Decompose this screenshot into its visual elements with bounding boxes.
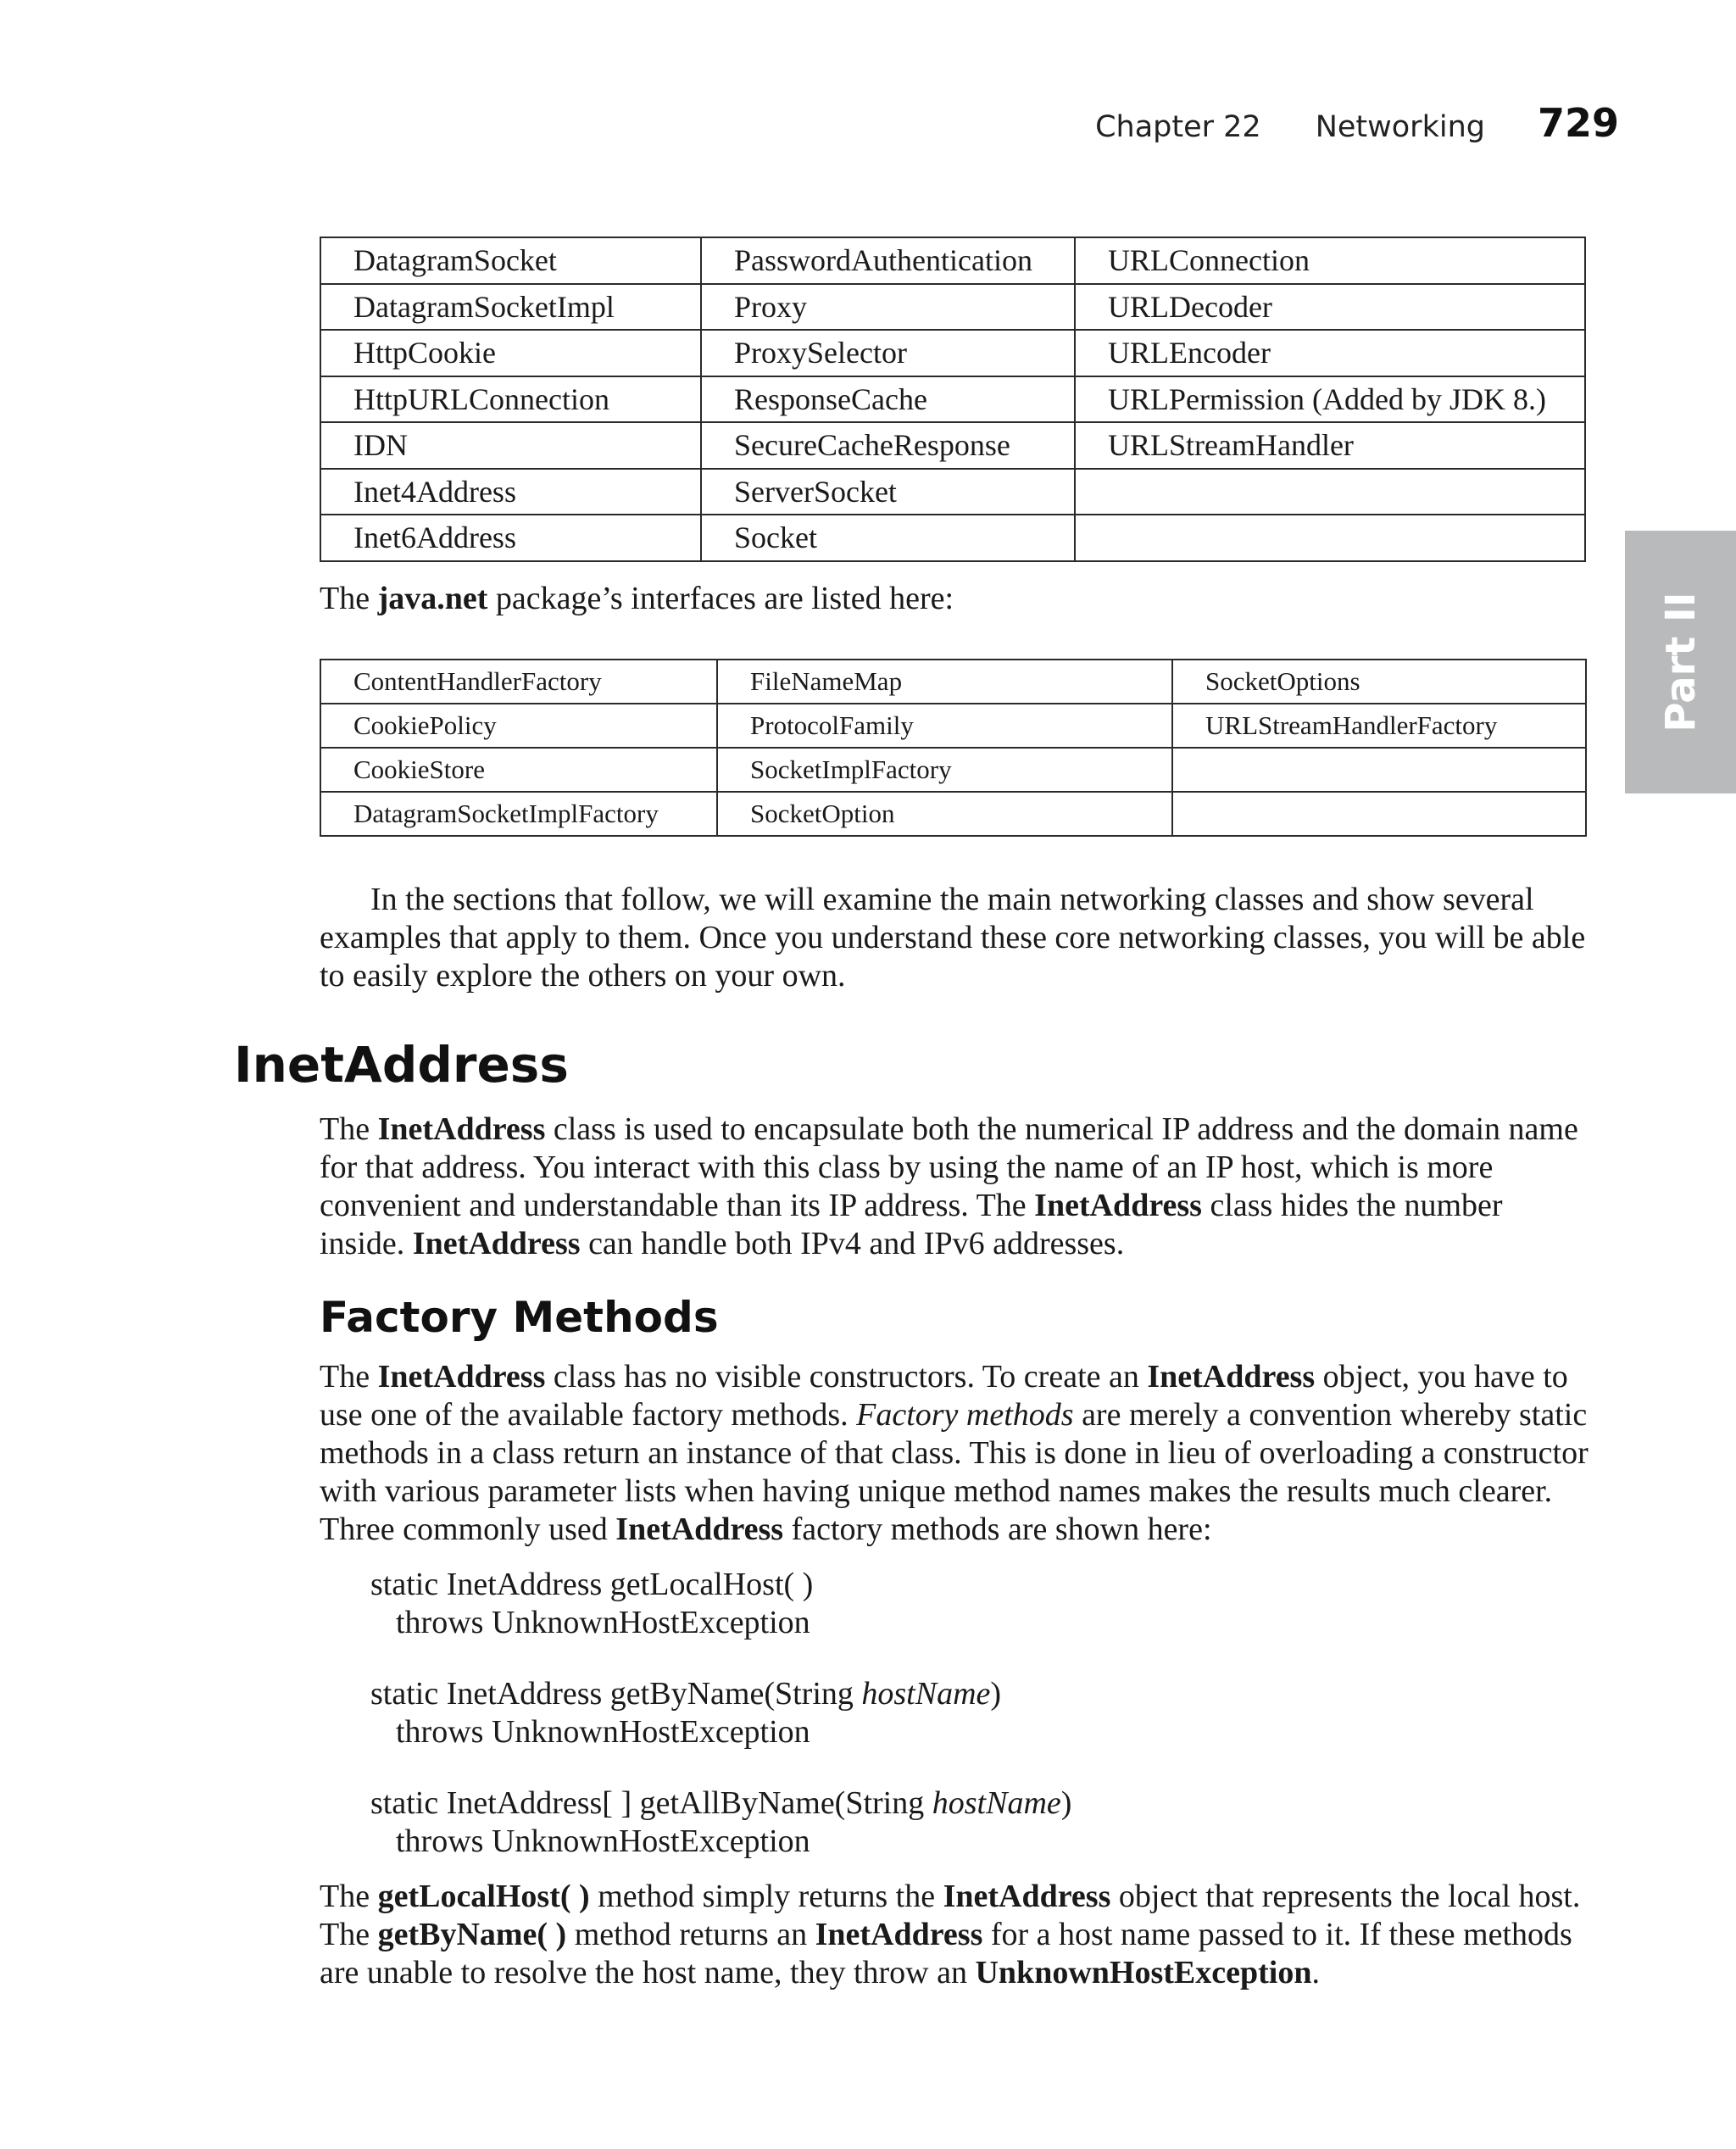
code-signature	[370, 1566, 813, 1642]
class-name: InetAddress	[377, 1359, 546, 1395]
text-run: The	[320, 1359, 378, 1395]
table-row	[320, 792, 1586, 836]
code-text: static InetAddress[ ] getAllByName(String	[370, 1785, 932, 1821]
methods-paragraph	[320, 1878, 1591, 1992]
text-run: for a host name passed to it. If these methods are unable to resolve the host name, they throw an	[320, 1917, 1572, 1990]
table-row	[320, 376, 1585, 423]
table-cell	[1075, 515, 1585, 561]
part-tab	[1625, 531, 1736, 793]
code-param: hostName	[861, 1676, 991, 1712]
table-cell: URLDecoder	[1075, 284, 1585, 331]
code-text: )	[990, 1676, 1002, 1712]
code-text: static InetAddress getLocalHost( )	[370, 1567, 814, 1602]
class-name: InetAddress	[1147, 1359, 1316, 1395]
text-run: object, you have to use one of the available factory methods.	[320, 1359, 1568, 1433]
table-cell	[1172, 748, 1586, 792]
section-heading-inetaddress: InetAddress	[234, 1036, 569, 1094]
table-row	[320, 284, 1585, 331]
table-cell: ContentHandlerFactory	[320, 660, 717, 704]
code-text: )	[1060, 1785, 1072, 1821]
table-row	[320, 330, 1585, 376]
table-cell: IDN	[320, 422, 701, 469]
exception-name: UnknownHostException	[975, 1955, 1312, 1990]
text-run: class has no visible constructors. To create an	[545, 1359, 1148, 1395]
text-run: The	[320, 1879, 378, 1914]
table-row	[320, 660, 1586, 704]
table-cell: ResponseCache	[701, 376, 1075, 423]
table-cell: SecureCacheResponse	[701, 422, 1075, 469]
table-cell: URLPermission (Added by JDK 8.)	[1075, 376, 1585, 423]
interfaces-table	[320, 659, 1587, 837]
code-line	[370, 1675, 1001, 1713]
class-name: InetAddress	[943, 1879, 1111, 1914]
method-name: getLocalHost( )	[377, 1879, 590, 1914]
table-cell: SocketOptions	[1172, 660, 1586, 704]
text-run: can handle both IPv4 and IPv6 addresses.	[580, 1226, 1125, 1261]
table-cell: Inet6Address	[320, 515, 701, 561]
table-cell: CookieStore	[320, 748, 717, 792]
table-cell: URLStreamHandler	[1075, 422, 1585, 469]
table-row	[320, 422, 1585, 469]
class-name: InetAddress	[615, 1512, 784, 1547]
part-tab-label: Part II	[1656, 592, 1705, 732]
term: Factory methods	[856, 1397, 1074, 1433]
table-cell	[1172, 792, 1586, 836]
code-line: throws UnknownHostException	[396, 1714, 810, 1750]
table-cell: CookiePolicy	[320, 704, 717, 748]
code-signature	[370, 1784, 1071, 1861]
text-run: method simply returns the	[589, 1879, 943, 1914]
table-cell: ServerSocket	[701, 469, 1075, 515]
class-name: InetAddress	[412, 1226, 581, 1261]
page-number: 729	[1537, 100, 1619, 146]
text-run: object that represents the local host. The	[320, 1879, 1581, 1952]
table-cell: DatagramSocket	[320, 237, 701, 284]
class-name: InetAddress	[377, 1111, 546, 1147]
text-run: .	[1311, 1955, 1320, 1990]
table-cell: ProxySelector	[701, 330, 1075, 376]
text-run: The	[320, 1111, 378, 1147]
code-line	[370, 1784, 1071, 1823]
table-cell: ProtocolFamily	[717, 704, 1172, 748]
text-run: are merely a convention whereby static methods in a class return an instance of that class. This is done in lieu of overloading a constructor with various parameter lists when having unique method names makes the results much clearer. Three commonly used	[320, 1397, 1589, 1547]
code-param: hostName	[932, 1785, 1061, 1821]
table-row	[320, 237, 1585, 284]
table-cell: HttpURLConnection	[320, 376, 701, 423]
package-name: java.net	[377, 581, 488, 616]
code-line: throws UnknownHostException	[396, 1605, 810, 1640]
table-cell: Socket	[701, 515, 1075, 561]
table-cell: SocketImplFactory	[717, 748, 1172, 792]
table-cell: URLEncoder	[1075, 330, 1585, 376]
factory-paragraph	[320, 1358, 1591, 1549]
text-run: package’s interfaces are listed here:	[487, 581, 954, 616]
table-cell	[1075, 469, 1585, 515]
code-signature	[370, 1675, 1001, 1751]
text-run: method returns an	[566, 1917, 815, 1952]
table-row	[320, 515, 1585, 561]
text-run: factory methods are shown here:	[783, 1512, 1212, 1547]
code-line	[370, 1566, 813, 1604]
table-row	[320, 469, 1585, 515]
table-cell: PasswordAuthentication	[701, 237, 1075, 284]
intro-paragraph: In the sections that follow, we will examine the main networking classes and show several examples that apply to them. Once you understand these core networking classes, you will be able to easily explore the others on your own.	[320, 882, 1586, 994]
subsection-heading-factory-methods: Factory Methods	[320, 1293, 719, 1342]
running-header	[1095, 100, 1619, 151]
class-name: InetAddress	[1034, 1188, 1202, 1223]
table-cell: DatagramSocketImpl	[320, 284, 701, 331]
table-cell: FileNameMap	[717, 660, 1172, 704]
code-line: throws UnknownHostException	[396, 1823, 810, 1859]
class-name: InetAddress	[815, 1917, 983, 1952]
table-row	[320, 704, 1586, 748]
text-run: class hides the number inside.	[320, 1188, 1503, 1261]
table-row	[320, 748, 1586, 792]
table-cell: Inet4Address	[320, 469, 701, 515]
code-text: static InetAddress getByName(String	[370, 1676, 862, 1712]
table-cell: HttpCookie	[320, 330, 701, 376]
table-cell: Proxy	[701, 284, 1075, 331]
table-cell: URLStreamHandlerFactory	[1172, 704, 1586, 748]
section-label: Networking	[1315, 110, 1485, 144]
interfaces-intro	[320, 580, 1591, 618]
inetaddress-paragraph	[320, 1111, 1591, 1263]
table-cell: DatagramSocketImplFactory	[320, 792, 717, 836]
text-run: The	[320, 581, 378, 616]
table-cell: SocketOption	[717, 792, 1172, 836]
chapter-label: Chapter 22	[1095, 110, 1261, 144]
table-cell: URLConnection	[1075, 237, 1585, 284]
method-name: getByName( )	[377, 1917, 567, 1952]
text-run: class is used to encapsulate both the numerical IP address and the domain name for that address. You interact with this class by using the name of an IP host, which is more convenient and understandable than its IP address. The	[320, 1111, 1578, 1223]
classes-table	[320, 237, 1586, 562]
